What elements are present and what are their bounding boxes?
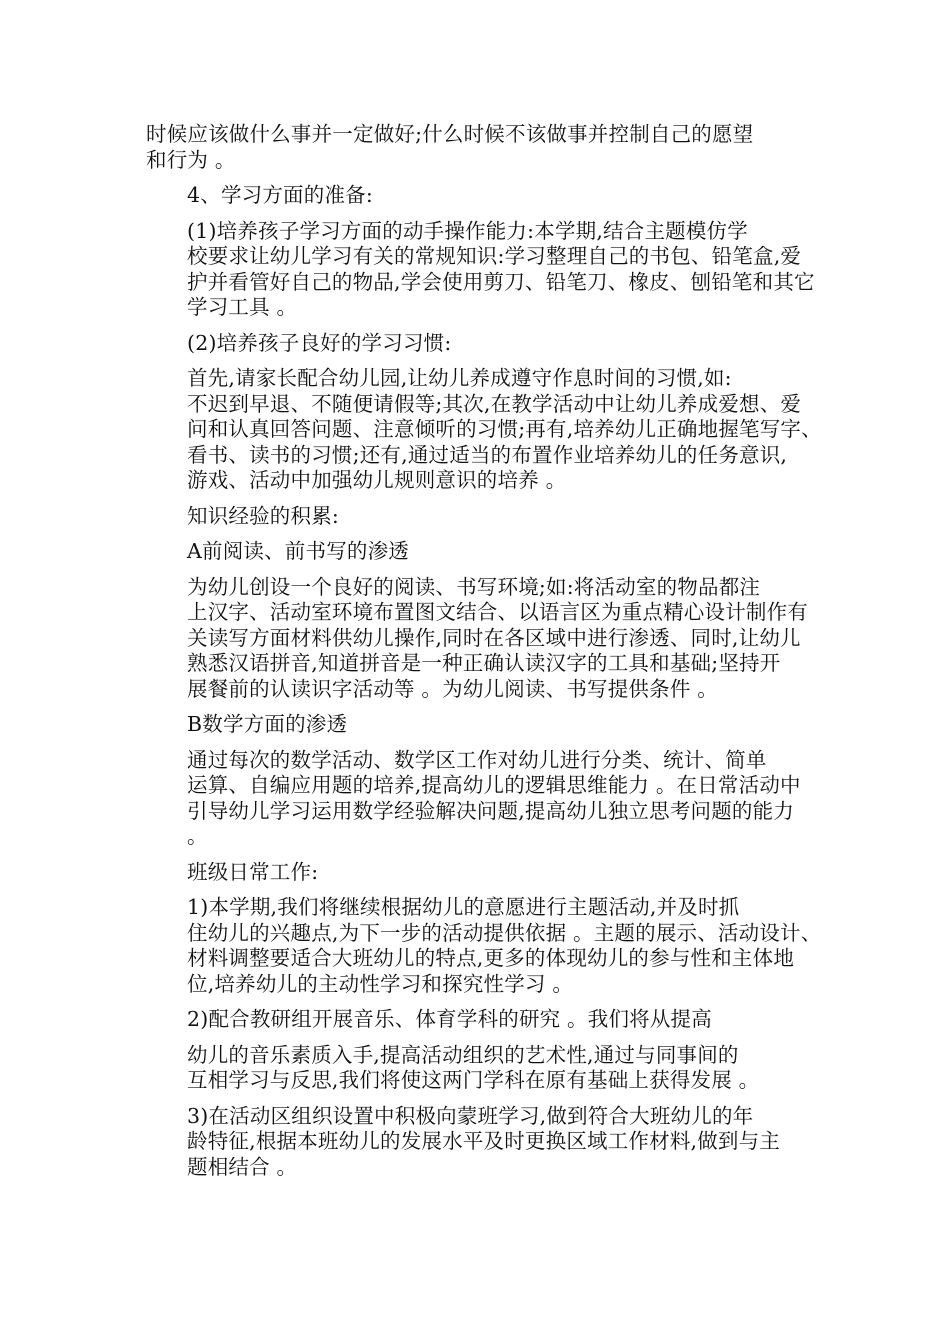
text-line: 幼儿的音乐素质入手,提高活动组织的艺术性,通过与同事间的 [187,1042,739,1067]
paragraph [146,183,816,209]
text-line: 看书、读书的习惯;还有,通过适当的布置作业培养幼儿的任务意识, [187,442,788,467]
text-line: 1)本学期,我们将继续根据幼儿的意愿进行主题活动,并及时抓 [187,895,740,919]
text-line: A前阅读、前书写的渗透 [187,539,410,563]
paragraph [146,122,816,173]
text-line: (1)培养孩子学习方面的动手操作能力:本学期,结合主题模仿学 [187,218,748,243]
paragraph [146,1043,816,1094]
text-line: 知识经验的积累: [187,503,340,528]
text-line: 时候应该做什么事并一定做好;什么时候不该做事并控制自己的愿望 [146,122,754,146]
document-body [146,122,822,1190]
paragraph [146,366,822,494]
paragraph [146,504,816,530]
text-line: 通过每次的数学活动、数学区工作对幼儿进行分类、统计、简单 [187,747,767,772]
text-line: 问和认真回答问题、注意倾听的习惯;再有,培养幼儿正确地握笔写字、 [187,417,822,441]
text-line: 为幼儿创设一个良好的阅读、书写环境;如:将活动室的物品都注 [187,574,761,599]
paragraph [146,1007,816,1033]
text-line: 4、学习方面的准备: [187,183,373,207]
text-line: 位,培养幼儿的主动性学习和探究性学习 。 [187,971,574,996]
paragraph [146,539,816,565]
text-line: 护并看管好自己的物品,学会使用剪刀、铅笔刀、橡皮、刨铅笔和其它 [187,269,815,294]
paragraph [146,219,816,321]
text-line: 题相结合 。 [187,1154,298,1179]
text-line: 班级日常工作: [187,859,319,884]
text-line: 关读写方面材料供幼儿操作,同时在各区域中进行渗透、同时,让幼儿 [187,625,801,650]
text-line: 运算、自编应用题的培养,提高幼儿的逻辑思维能力 。在日常活动中 [187,773,801,797]
text-line: 和行为 。 [146,147,236,172]
text-line: (2)培养孩子良好的学习习惯: [187,330,452,355]
paragraph [146,1104,816,1181]
text-line: 住幼儿的兴趣点,为下一步的活动提供依据 。主题的展示、活动设计、 [187,920,822,945]
text-line: 互相学习与反思,我们将使这两门学科在原有基础上获得发展 。 [187,1068,760,1092]
text-line: 不迟到早退、不随便请假等;其次,在教学活动中让幼儿养成爱想、爱 [187,391,802,416]
paragraph [146,712,816,738]
paragraph [146,860,816,886]
paragraph [146,331,816,357]
text-line: 校要求让幼儿学习有关的常规知识:学习整理自己的书包、铅笔盒,爱 [187,244,802,268]
text-line: 展餐前的认读识字活动等 。为幼儿阅读、书写提供条件 。 [187,676,718,701]
text-line: 上汉字、活动室环境布置图文结合、以语言区为重点精心设计制作有 [187,600,808,624]
paragraph [146,575,816,703]
text-line: 学习工具 。 [187,295,298,319]
text-line: 引导幼儿学习运用数学经验解决问题,提高幼儿独立思考问题的能力 [187,798,795,823]
text-line: 2)配合教研组开展音乐、体育学科的研究 。我们将从提高 [187,1007,712,1031]
text-line: 3)在活动区组织设置中积极向蒙班学习,做到符合大班幼儿的年 [187,1103,754,1128]
text-line: B数学方面的渗透 [187,712,348,736]
text-line: 熟悉汉语拼音,知道拼音是一种正确认读汉字的工具和基础;坚持开 [187,651,781,675]
text-line: 材料调整要适合大班幼儿的特点,更多的体现幼儿的参与性和主体地 [187,946,795,970]
text-line: 。 [187,824,208,848]
text-line: 游戏、活动中加强幼儿规则意识的培养 。 [187,468,567,492]
paragraph [146,895,822,997]
text-line: 龄特征,根据本班幼儿的发展水平及时更换区域工作材料,做到与主 [187,1129,781,1153]
paragraph [146,748,816,850]
text-line: 首先,请家长配合幼儿园,让幼儿养成遵守作息时间的习惯,如: [187,366,732,390]
